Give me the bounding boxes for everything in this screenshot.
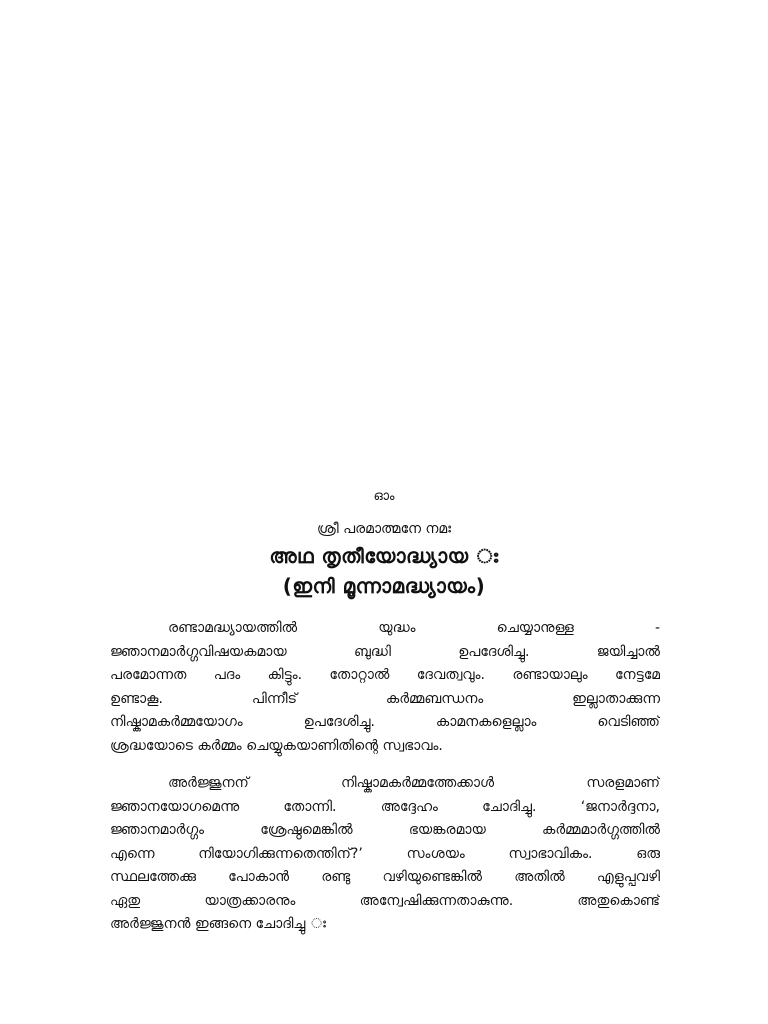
paragraph-line: രണ്ടാമദ്ധ്യായത്തിൽ യുദ്ധം ചെയ്യാനുള്ള - [168,620,660,636]
paragraph-line: ഏതു യാത്രക്കാരനും അന്വേഷിക്കുന്നതാകുന്നു. അതുകൊണ്ട് [110,892,660,909]
paragraph-line: ജ്ഞാനമാർഗ്ഗവിഷയകമായ ബുദ്ധി ഉപദേശിച്ചു. ജയിച്ചാൽ [110,643,660,660]
invocation-line: ശ്രീ പരമാത്മനേ നമഃ [316,521,452,537]
chapter-subtitle: (ഇനി മൂന്നാമദ്ധ്യായം) [282,574,486,598]
paragraph-line: നിഷ്കാമകർമ്മയോഗം ഉപദേശിച്ചു. കാമനകളെല്ലാം വെടിഞ്ഞ് [110,714,660,730]
paragraph-line: അർജ്ജുനന് നിഷ്കാമകർമ്മത്തേക്കാൾ സരളമാണ് [168,775,660,791]
paragraph-line: ശ്രദ്ധയോടെ കർമ്മം ചെയ്യുകയാണിതിന്റെ സ്വഭാവം. [110,737,443,754]
paragraph-line: ഉണ്ടാകൂ. പിന്നീട് കർമ്മബന്ധനം ഇല്ലാതാക്കുന്ന [110,690,660,707]
om-heading: ഓം [373,489,395,504]
paragraph-2 [110,772,660,937]
paragraph-1 [110,617,660,758]
paragraph-line: സ്ഥലത്തേക്കു പോകാൻ രണ്ടു വഴിയുണ്ടെങ്കിൽ അതിൽ എളുപ്പവഴി [110,869,660,885]
paragraph-line: എന്നെ നിയോഗിക്കുന്നതെന്തിന്?’ സംശയം സ്വാഭാവികം. ഒരു [110,845,660,862]
paragraph-line: ജ്ഞാനമാർഗ്ഗം ശ്രേഷ്ഠമെങ്കിൽ ഭയങ്കരമായ കർമ്മമാർഗ്ഗത്തിൽ [110,822,660,838]
chapter-title: അഥ തൃതീയോദ്ധ്യായ ഃ [269,544,499,568]
paragraph-line: ജ്ഞാനയോഗമെന്നു തോന്നി. അദ്ദേഹം ചോദിച്ചു. ‘ജനാർദ്ദനാ, [110,798,660,815]
paragraph-line: അർജ്ജുനൻ ഇങ്ങനെ ചോദിച്ചു ഃ [110,916,326,932]
paragraph-line: പരമോന്നത പദം കിട്ടും. തോറ്റാൽ ദേവത്വവും. രണ്ടായാലും നേട്ടമേ [110,667,660,683]
